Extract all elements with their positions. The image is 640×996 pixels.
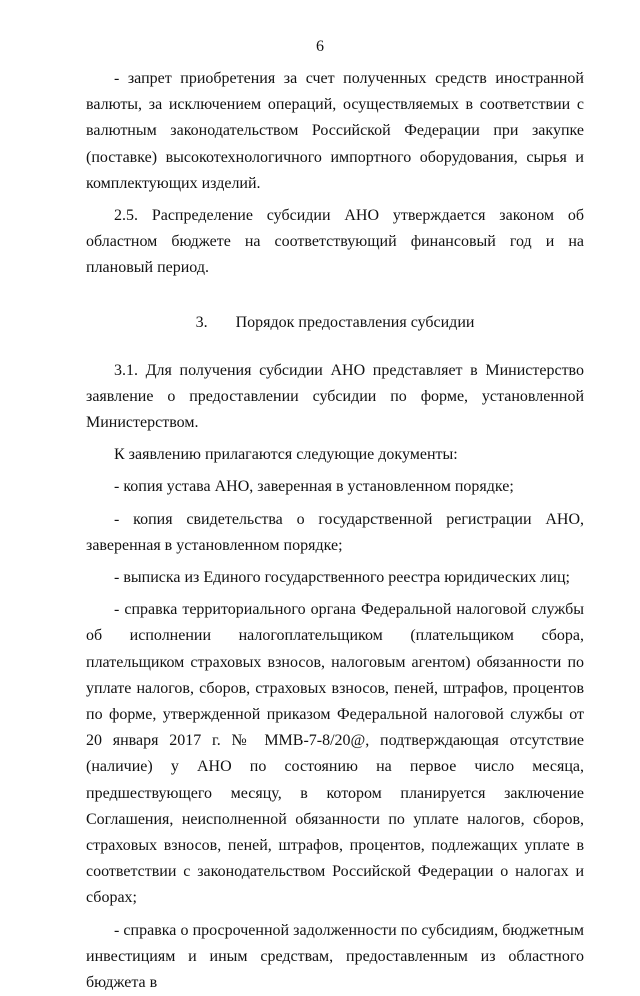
section-number: 3. — [195, 313, 208, 331]
paragraph-attachments-intro: К заявлению прилагаются следующие документы: — [114, 446, 458, 464]
list-item-debt-certificate: - справка о просроченной задолженности по субсидиям, бюджетным инвестициям и иным средствам, предоставленным из областного бюджета в — [86, 921, 584, 992]
paragraph-currency-restriction: - запрет приобретения за счет полученных средств иностранной валюты, за исключением операций, осуществляемых в соответствии с валютным законодательством Российской Федерации при закупке (поставке) высокотехнологичного импортного оборудования, сырья и комплектующих изделий. — [86, 70, 584, 192]
section-heading — [86, 310, 584, 336]
list-item-registry-extract: - выписка из Единого государственного реестра юридических лиц; — [114, 569, 570, 587]
paragraph-3-1: 3.1. Для получения субсидии АНО представляет в Министерство заявление о предоставлении субсидии по форме, установленной Министерством. — [86, 361, 584, 432]
list-item-registration-certificate: - копия свидетельства о государственной регистрации АНО, заверенная в установленном порядке; — [86, 510, 584, 554]
document-body — [86, 66, 584, 996]
list-item-tax-certificate: - справка территориального органа Федеральной налоговой службы об исполнении налогоплательщиком (плательщиком сбора, плательщиком страховых взносов, налоговым агентом) обязанности по уплате налогов, сборов, страховых взносов, пеней, штрафов, процентов по форме, утвержденной приказом Федеральной налоговой службы от 20 января 2017 г. № ММВ-7-8/20@, подтверждающая отсутствие (наличие) у АНО по состоянию на первое число месяца, предшествующего месяцу, в котором планируется заключение Соглашения, неисполненной обязанности по уплате налогов, сборов, страховых взносов, пеней, штрафов, процентов, подлежащих уплате в соответствии с законодательством Российской Федерации о налогах и сборах; — [86, 601, 584, 907]
paragraph-2-5: 2.5. Распределение субсидии АНО утверждается законом об областном бюджете на соответствующий финансовый год и на плановый период. — [86, 207, 584, 277]
section-title: Порядок предоставления субсидии — [235, 313, 475, 331]
page-number: 6 — [316, 38, 324, 55]
list-item-charter-copy: - копия устава АНО, заверенная в установленном порядке; — [114, 478, 514, 496]
